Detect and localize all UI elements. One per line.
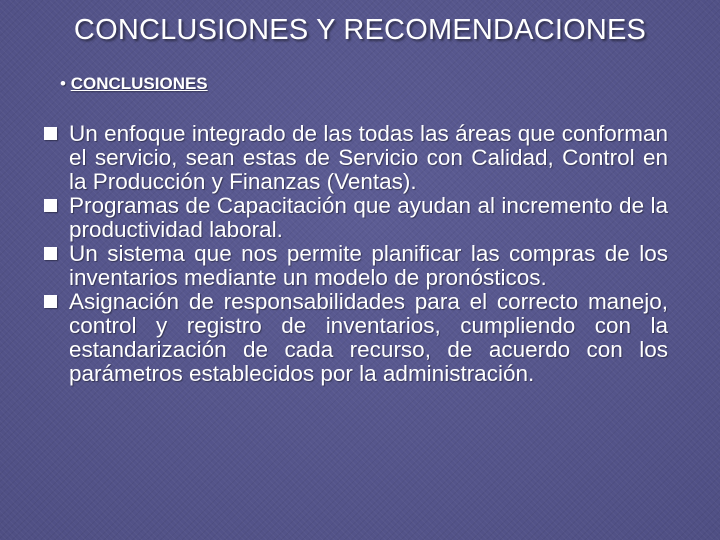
list-item bbox=[44, 194, 668, 242]
list-item bbox=[44, 122, 668, 194]
square-bullet-icon bbox=[44, 247, 57, 260]
list-item bbox=[44, 242, 668, 290]
list-item-text: Un sistema que nos permite planificar las compras de los inventarios mediante un modelo de pronósticos. bbox=[69, 241, 668, 290]
list-item-text: Asignación de responsabilidades para el correcto manejo, control y registro de inventarios, cumpliendo con la estandarización de cada recurso, de acuerdo con los parámetros establecidos por la administración. bbox=[69, 289, 668, 386]
square-bullet-icon bbox=[44, 199, 57, 212]
list-item-text: Programas de Capacitación que ayudan al incremento de la productividad laboral. bbox=[69, 193, 668, 242]
section-heading bbox=[60, 74, 208, 94]
square-bullet-icon bbox=[44, 295, 57, 308]
section-heading-text: CONCLUSIONES bbox=[70, 74, 208, 93]
square-bullet-icon bbox=[44, 127, 57, 140]
conclusions-list bbox=[44, 122, 668, 386]
slide-title: CONCLUSIONES Y RECOMENDACIONES bbox=[73, 14, 647, 46]
section-bullet: • bbox=[60, 74, 66, 93]
list-item bbox=[44, 290, 668, 386]
list-item-text: Un enfoque integrado de las todas las áreas que conforman el servicio, sean estas de Servicio con Calidad, Control en la Producción y Finanzas (Ventas). bbox=[69, 121, 668, 194]
